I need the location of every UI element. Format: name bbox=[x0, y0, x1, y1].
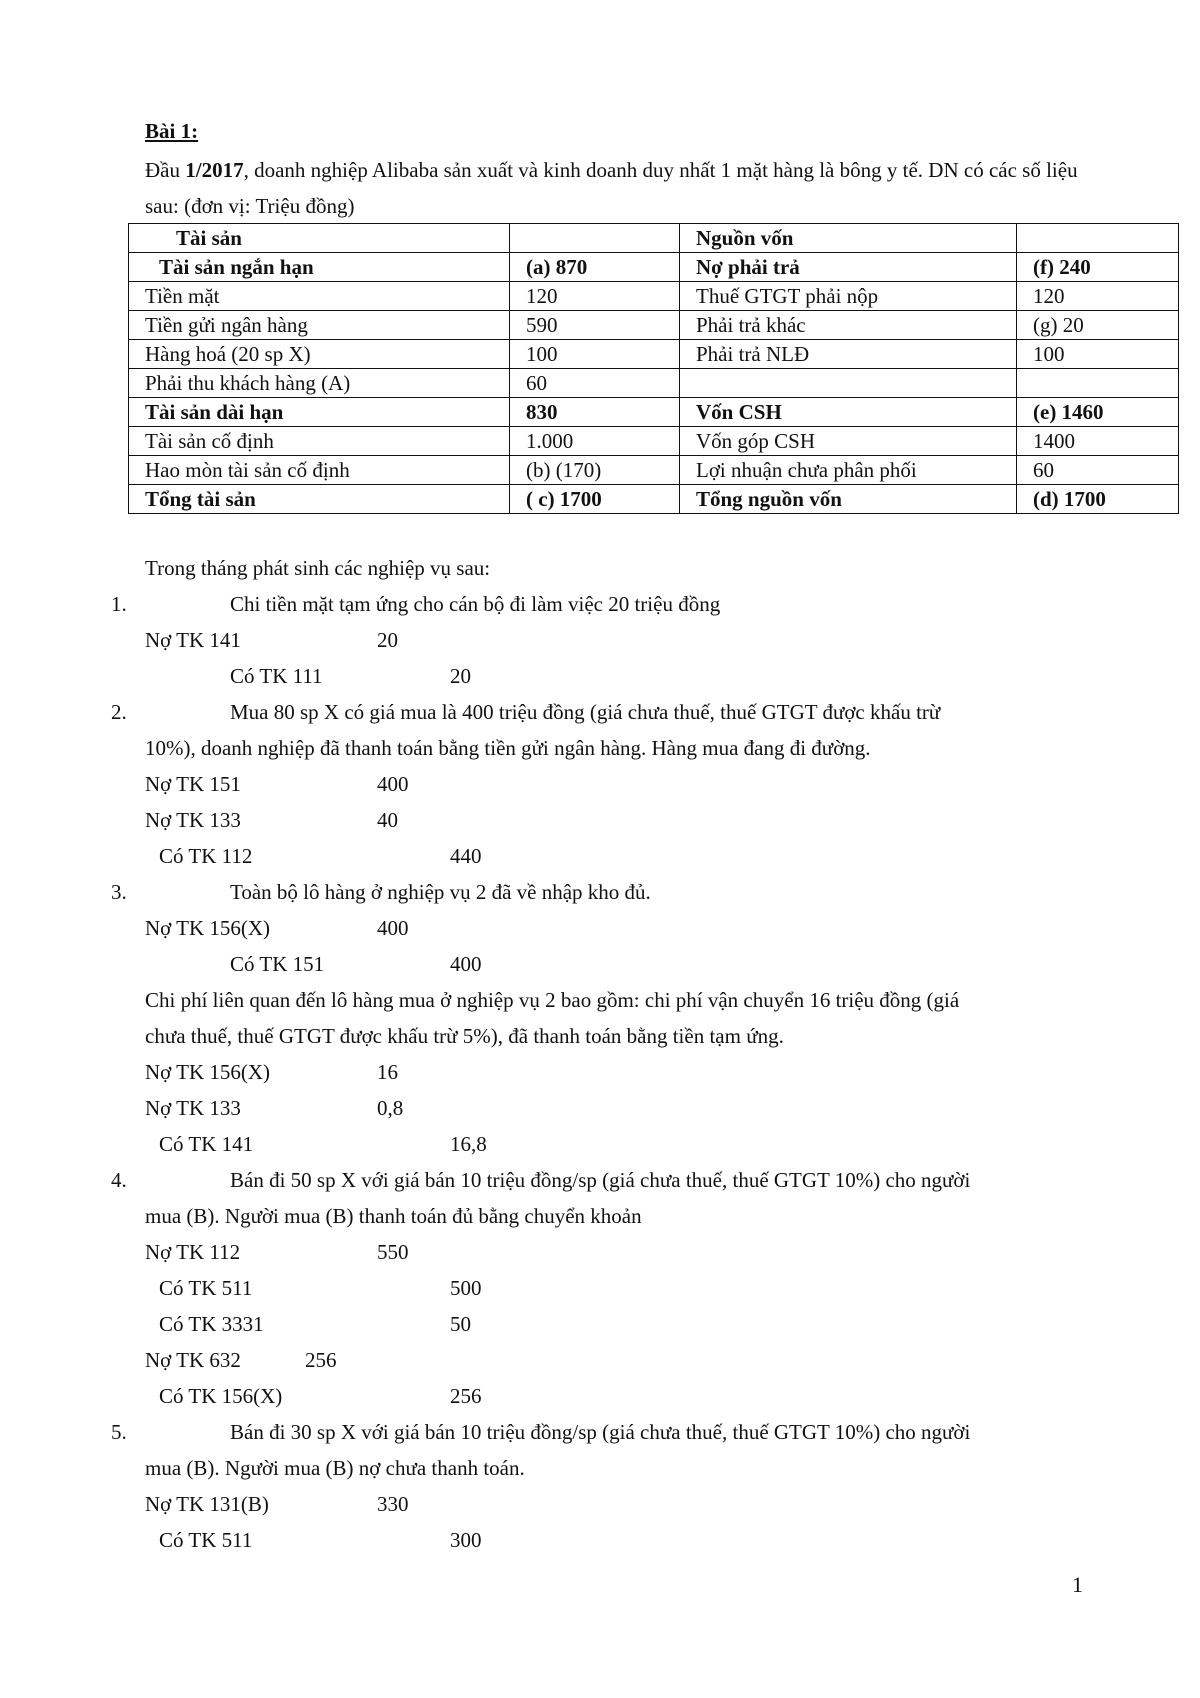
table-cell: (d) 1700 bbox=[1017, 485, 1179, 514]
item-description: Bán đi 30 sp X với giá bán 10 triệu đồng/sp (giá chưa thuế, thuế GTGT 10%) cho người bbox=[230, 1420, 971, 1444]
journal-account: Nợ TK 632 bbox=[145, 1348, 241, 1372]
table-row bbox=[129, 398, 1179, 427]
table-cell: Vốn CSH bbox=[680, 398, 1017, 427]
table-cell: Hàng hoá (20 sp X) bbox=[129, 340, 510, 369]
table-cell: Thuế GTGT phải nộp bbox=[680, 282, 1017, 311]
journal-account: Nợ TK 112 bbox=[145, 1240, 241, 1264]
journal-amount: 500 bbox=[450, 1276, 482, 1300]
item-description: Bán đi 50 sp X với giá bán 10 triệu đồng/sp (giá chưa thuế, thuế GTGT 10%) cho người bbox=[230, 1168, 971, 1192]
table-cell: Hao mòn tài sản cố định bbox=[129, 456, 510, 485]
exercise-title: Bài 1: bbox=[145, 119, 199, 143]
item-number: 1. bbox=[111, 592, 127, 616]
item-description: Mua 80 sp X có giá mua là 400 triệu đồng (giá chưa thuế, thuế GTGT được khấu trừ bbox=[230, 700, 941, 724]
item-description: Toàn bộ lô hàng ở nghiệp vụ 2 đã về nhập kho đủ. bbox=[230, 880, 651, 904]
journal-amount: 50 bbox=[450, 1312, 471, 1336]
journal-account: Nợ TK 133 bbox=[145, 808, 241, 832]
journal-amount: 20 bbox=[450, 664, 471, 688]
table-cell bbox=[1017, 369, 1179, 398]
table-header-row bbox=[129, 224, 1179, 253]
table-cell: 120 bbox=[510, 282, 680, 311]
journal-account: Nợ TK 151 bbox=[145, 772, 241, 796]
table-cell: 100 bbox=[1017, 340, 1179, 369]
table-cell: (e) 1460 bbox=[1017, 398, 1179, 427]
intro-text-1: Đầu bbox=[145, 158, 186, 182]
item-description-cont: Chi phí liên quan đến lô hàng mua ở nghiệp vụ 2 bao gồm: chi phí vận chuyển 16 triệu đồng (giá bbox=[145, 988, 960, 1012]
table-cell: Lợi nhuận chưa phân phối bbox=[680, 456, 1017, 485]
journal-amount: 20 bbox=[377, 628, 398, 652]
journal-account: Có TK 141 bbox=[159, 1132, 254, 1156]
table-row bbox=[129, 340, 1179, 369]
journal-amount: 400 bbox=[450, 952, 482, 976]
table-cell: Vốn góp CSH bbox=[680, 427, 1017, 456]
table-cell bbox=[680, 369, 1017, 398]
item-number: 2. bbox=[111, 700, 127, 724]
journal-amount: 300 bbox=[450, 1528, 482, 1552]
table-cell: Tổng tài sản bbox=[129, 485, 510, 514]
table-row bbox=[129, 311, 1179, 340]
journal-account: Có TK 511 bbox=[159, 1528, 253, 1552]
journal-account: Nợ TK 133 bbox=[145, 1096, 241, 1120]
item-description-cont: mua (B). Người mua (B) nợ chưa thanh toán. bbox=[145, 1456, 525, 1480]
journal-account: Nợ TK 156(X) bbox=[145, 1060, 271, 1084]
table-cell: (f) 240 bbox=[1017, 253, 1179, 282]
table-cell: 1400 bbox=[1017, 427, 1179, 456]
table-cell: Tài sản ngắn hạn bbox=[129, 253, 510, 282]
table-cell: Tiền gửi ngân hàng bbox=[129, 311, 510, 340]
journal-amount: 16,8 bbox=[450, 1132, 487, 1156]
journal-amount: 256 bbox=[305, 1348, 337, 1372]
balance-sheet-table bbox=[128, 223, 1179, 514]
table-cell: (b) (170) bbox=[510, 456, 680, 485]
table-cell: Tài sản dài hạn bbox=[129, 398, 510, 427]
journal-account: Có TK 151 bbox=[230, 952, 325, 976]
table-cell: (a) 870 bbox=[510, 253, 680, 282]
item-description-cont: 10%), doanh nghiệp đã thanh toán bằng tiền gửi ngân hàng. Hàng mua đang đi đường. bbox=[145, 736, 871, 760]
table-cell: Tiền mặt bbox=[129, 282, 510, 311]
journal-account: Có TK 156(X) bbox=[159, 1384, 283, 1408]
journal-amount: 400 bbox=[377, 916, 409, 940]
intro-date: 1/2017 bbox=[185, 158, 244, 182]
header-sources: Nguồn vốn bbox=[680, 224, 1017, 253]
header-empty-2 bbox=[1017, 224, 1179, 253]
table-cell: Phải trả khác bbox=[680, 311, 1017, 340]
journal-account: Có TK 3331 bbox=[159, 1312, 264, 1336]
journal-amount: 40 bbox=[377, 808, 398, 832]
header-empty-1 bbox=[510, 224, 680, 253]
table-cell: 60 bbox=[510, 369, 680, 398]
item-number: 4. bbox=[111, 1168, 127, 1192]
table-row bbox=[129, 427, 1179, 456]
journal-account: Nợ TK 141 bbox=[145, 628, 241, 652]
journal-amount: 440 bbox=[450, 844, 482, 868]
table-cell: Phải trả NLĐ bbox=[680, 340, 1017, 369]
table-cell: 590 bbox=[510, 311, 680, 340]
item-description-cont: chưa thuế, thuế GTGT được khấu trừ 5%), đã thanh toán bằng tiền tạm ứng. bbox=[145, 1024, 784, 1048]
journal-account: Nợ TK 131(B) bbox=[145, 1492, 269, 1516]
intro-text-2: , doanh nghiệp Alibaba sản xuất và kinh doanh duy nhất 1 mặt hàng là bông y tế. DN có các số liệu sau: (đơn vị: Triệu đồng) bbox=[145, 158, 1078, 218]
table-row bbox=[129, 282, 1179, 311]
journal-amount: 330 bbox=[377, 1492, 409, 1516]
table-row bbox=[129, 485, 1179, 514]
journal-amount: 0,8 bbox=[377, 1096, 404, 1120]
table-cell: ( c) 1700 bbox=[510, 485, 680, 514]
page-number: 1 bbox=[1072, 1572, 1083, 1597]
item-number: 3. bbox=[111, 880, 127, 904]
table-row bbox=[129, 456, 1179, 485]
table-row bbox=[129, 253, 1179, 282]
intro-paragraph bbox=[145, 152, 1095, 224]
table-cell: Tài sản cố định bbox=[129, 427, 510, 456]
journal-amount: 256 bbox=[450, 1384, 482, 1408]
table-cell: Nợ phải trả bbox=[680, 253, 1017, 282]
journal-amount: 550 bbox=[377, 1240, 409, 1264]
table-cell: Phải thu khách hàng (A) bbox=[129, 369, 510, 398]
table-cell: 120 bbox=[1017, 282, 1179, 311]
table-cell: Tổng nguồn vốn bbox=[680, 485, 1017, 514]
journal-amount: 400 bbox=[377, 772, 409, 796]
table-cell: 1.000 bbox=[510, 427, 680, 456]
section-intro: Trong tháng phát sinh các nghiệp vụ sau: bbox=[145, 556, 491, 580]
table-row bbox=[129, 369, 1179, 398]
journal-account: Nợ TK 156(X) bbox=[145, 916, 271, 940]
item-description-cont: mua (B). Người mua (B) thanh toán đủ bằng chuyển khoản bbox=[145, 1204, 642, 1228]
table-cell: 60 bbox=[1017, 456, 1179, 485]
journal-amount: 16 bbox=[377, 1060, 398, 1084]
table-cell: 100 bbox=[510, 340, 680, 369]
journal-account: Có TK 111 bbox=[230, 664, 323, 688]
item-number: 5. bbox=[111, 1420, 127, 1444]
header-assets: Tài sản bbox=[129, 224, 510, 253]
item-description: Chi tiền mặt tạm ứng cho cán bộ đi làm việc 20 triệu đồng bbox=[230, 592, 721, 616]
table-cell: (g) 20 bbox=[1017, 311, 1179, 340]
table-cell: 830 bbox=[510, 398, 680, 427]
journal-account: Có TK 511 bbox=[159, 1276, 253, 1300]
journal-account: Có TK 112 bbox=[159, 844, 253, 868]
